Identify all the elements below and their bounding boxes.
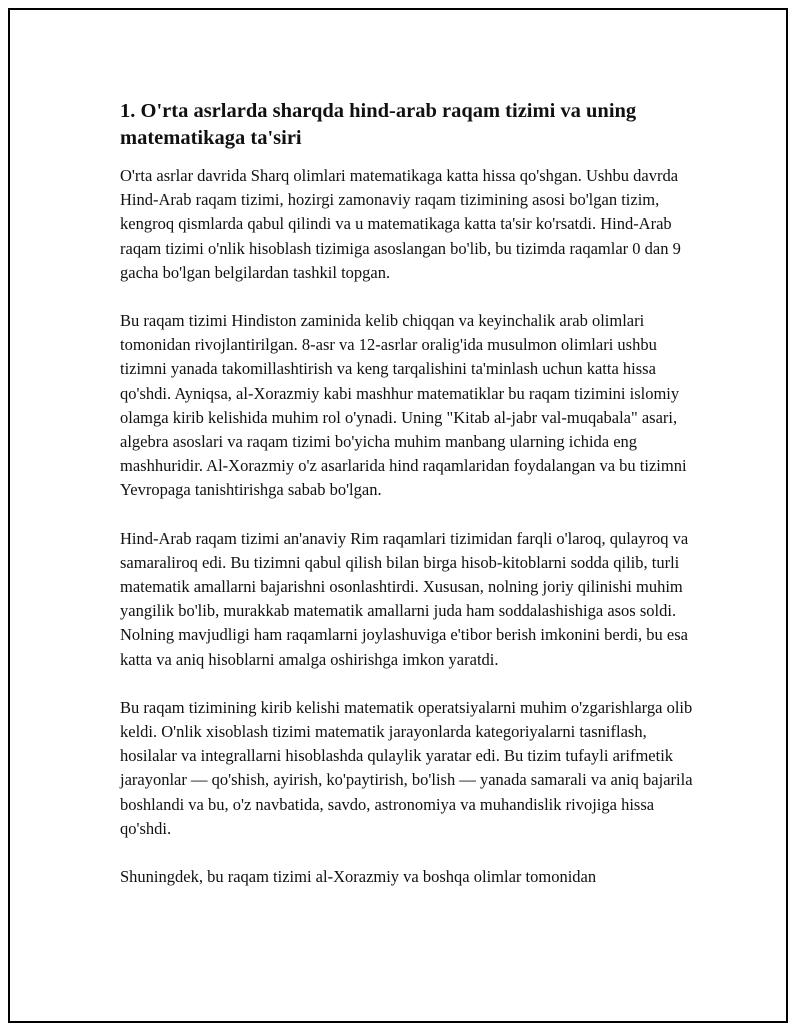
section-heading: 1. O'rta asrlarda sharqda hind-arab raqam tizimi va uning matematikaga ta'siri xyxy=(120,100,637,149)
paragraph-2: Bu raqam tizimi Hindiston zaminida kelib chiqqan va keyinchalik arab olimlari tomonidan rivojlantirilgan. 8-asr va 12-asrlar oralig'ida musulmon olimlari ushbu tizimni yanada takomillashtirish va keng tarqalishini ta'minlash uchun katta hissa qo'shdi. Ayniqsa, al-Xorazmiy kabi mashhur matematiklar bu raqam tizimini islomiy olamga kirib kelishida muhim rol o'ynadi. Uning "Kitab al-jabr val-muqabala" asari, algebra asoslari va raqam tizimi bo'yicha muhim manbang ularning ichida eng mashhuridir. Al-Xorazmiy o'z asarlarida hind raqamlaridan foydalangan va bu tizimni Yevropaga tanishtirishga sabab bo'lgan. xyxy=(120,311,687,500)
paragraph-3: Hind-Arab raqam tizimi an'anaviy Rim raqamlari tizimidan farqli o'laroq, qulayroq va samaraliroq edi. Bu tizimni qabul qilish bilan birga hisob-kitoblarni sodda qilib, turli matematik amallarni bajarishni osonlashtirdi. Xususan, nolning joriy qilinishi muhim yangilik bo'lib, murakkab matematik amallarni juda ham soddalashishiga asos soldi. Nolning mavjudligi ham raqamlarni joylashuviga e'tibor berish imkonini berdi, bu esa katta va aniq hisoblarni amalga oshirishga imkon yaratdi. xyxy=(120,528,689,669)
document-body xyxy=(120,98,700,913)
page-frame xyxy=(8,8,788,1023)
paragraph-5: Shuningdek, bu raqam tizimi al-Xorazmiy va boshqa olimlar tomonidan xyxy=(120,867,597,887)
paragraph-1: O'rta asrlar davrida Sharq olimlari matematikaga katta hissa qo'shgan. Ushbu davrda Hind-Arab raqam tizimi, hozirgi zamonaviy raqam tizimining asosi bo'lgan tizim, kengroq qismlarda qabul qilindi va u matematikaga katta ta'sir ko'rsatdi. Hind-Arab raqam tizimi o'nlik hisoblash tizimiga asoslangan bo'lib, bu tizimda raqamlar 0 dan 9 gacha bo'lgan belgilardan tashkil topgan. xyxy=(120,166,681,282)
paragraph-4: Bu raqam tizimining kirib kelishi matematik operatsiyalarni muhim o'zgarishlarga olib keldi. O'nlik xisoblash tizimi matematik jarayonlarda kategoriyalarni tasniflash, hosilalar va integrallarni hisoblashda qulaylik yaratar edi. Bu tizim tufayli arifmetik jarayonlar — qo'shish, ayirish, ko'paytirish, bo'lish — yanada samarali va aniq bajarila boshlandi va bu, o'z navbatida, savdo, astronomiya va muhandislik rivojiga hissa qo'shdi. xyxy=(120,697,693,838)
